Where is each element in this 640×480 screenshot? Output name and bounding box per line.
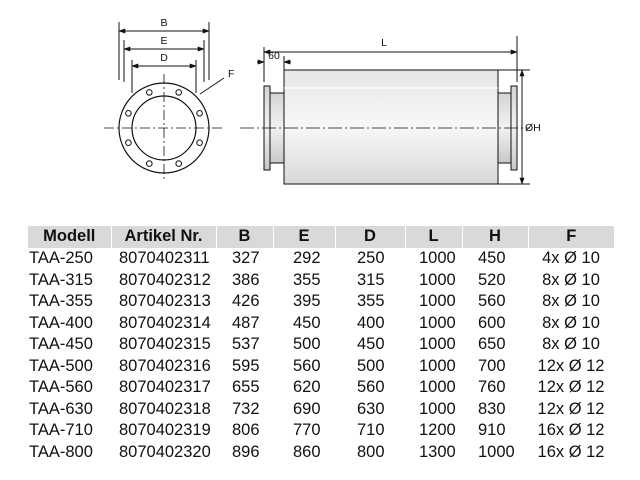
- cell-d: 710: [357, 421, 385, 439]
- cell-e: 500: [293, 335, 321, 353]
- bolt-hole-icon: [126, 140, 132, 146]
- table-row: [28, 334, 614, 356]
- cell-l: 1000: [419, 399, 456, 418]
- cell-modell: TAA-500: [29, 356, 93, 375]
- cell-h: 830: [478, 399, 506, 418]
- cell-modell: TAA-400: [29, 313, 93, 332]
- cell-b: 655: [232, 378, 260, 396]
- table-row: [28, 248, 614, 270]
- cell-l: 1000: [419, 292, 456, 310]
- header-e: E: [273, 226, 335, 248]
- label-flange-width: 60: [268, 50, 280, 62]
- cell-f: 8x Ø 10: [542, 292, 600, 310]
- cell-modell: TAA-560: [29, 378, 93, 396]
- cell-e: 395: [293, 292, 321, 310]
- cell-e: 355: [293, 270, 321, 289]
- header-h: H: [462, 226, 528, 248]
- cell-e: 560: [293, 356, 321, 375]
- cell-artikel-nr: 8070402314: [119, 313, 211, 332]
- table-row: [28, 399, 614, 421]
- cell-f: 8x Ø 10: [542, 313, 600, 332]
- header-modell: Modell: [28, 226, 111, 248]
- side-view: [240, 36, 541, 184]
- label-d: D: [160, 52, 168, 64]
- cell-h: 600: [478, 313, 506, 332]
- table-row: [28, 442, 614, 464]
- cell-l: 1300: [419, 442, 456, 461]
- silencer-body: [284, 70, 498, 184]
- cell-l: 1000: [419, 335, 456, 353]
- cell-d: 250: [357, 249, 385, 267]
- cell-l: 1200: [419, 421, 456, 439]
- table-row: [28, 313, 614, 335]
- label-b: B: [160, 17, 168, 29]
- cell-artikel-nr: 8070402311: [119, 249, 210, 267]
- header-f: F: [528, 226, 614, 248]
- cell-f: 16x Ø 12: [537, 442, 605, 461]
- spec-table: [28, 226, 614, 463]
- table-header-row: [28, 226, 614, 248]
- cell-l: 1000: [419, 249, 456, 267]
- cell-artikel-nr: 8070402320: [119, 442, 211, 461]
- cell-modell: TAA-800: [29, 442, 93, 461]
- cell-d: 560: [357, 378, 385, 396]
- cell-f: 16x Ø 12: [537, 421, 605, 439]
- header-artikel-nr: Artikel Nr.: [111, 226, 216, 248]
- label-e: E: [160, 35, 168, 47]
- table-row: [28, 377, 614, 399]
- bolt-hole-icon: [197, 111, 203, 117]
- cell-l: 1000: [419, 313, 456, 332]
- cell-e: 620: [293, 378, 321, 396]
- cell-b: 595: [232, 356, 260, 375]
- cell-e: 690: [293, 399, 321, 418]
- bolt-hole-icon: [126, 111, 132, 117]
- cell-l: 1000: [419, 270, 456, 289]
- cell-artikel-nr: 8070402315: [119, 335, 211, 353]
- cell-e: 292: [293, 249, 321, 267]
- cell-h: 520: [478, 270, 506, 289]
- cell-h: 910: [478, 421, 506, 439]
- cell-modell: TAA-250: [29, 249, 93, 267]
- cell-artikel-nr: 8070402319: [119, 421, 211, 439]
- cell-modell: TAA-450: [29, 335, 93, 353]
- cell-d: 315: [357, 270, 385, 289]
- cell-f: 8x Ø 10: [542, 270, 600, 289]
- bolt-hole-icon: [147, 90, 153, 96]
- bolt-hole-icon: [176, 90, 182, 96]
- table-row: [28, 291, 614, 313]
- cell-d: 450: [357, 335, 385, 353]
- cell-f: 8x Ø 10: [542, 335, 600, 353]
- cell-h: 650: [478, 335, 506, 353]
- cell-f: 4x Ø 10: [542, 249, 600, 267]
- bolt-hole-icon: [176, 161, 182, 167]
- cell-modell: TAA-315: [29, 270, 93, 289]
- cell-d: 800: [357, 442, 385, 461]
- cell-b: 537: [232, 335, 260, 353]
- cell-artikel-nr: 8070402313: [119, 292, 211, 310]
- cell-h: 1000: [478, 442, 515, 461]
- front-view: [104, 17, 234, 182]
- cell-b: 487: [232, 313, 260, 332]
- cell-artikel-nr: 8070402312: [119, 270, 211, 289]
- cell-d: 400: [357, 313, 385, 332]
- header-l: L: [405, 226, 462, 248]
- cell-modell: TAA-630: [29, 399, 93, 418]
- cell-b: 732: [232, 399, 260, 418]
- cell-f: 12x Ø 12: [537, 378, 605, 396]
- cell-b: 327: [232, 249, 260, 267]
- cell-l: 1000: [419, 356, 456, 375]
- cell-artikel-nr: 8070402318: [119, 399, 211, 418]
- technical-drawing: [0, 0, 640, 215]
- cell-h: 560: [478, 292, 506, 310]
- bolt-hole-icon: [147, 161, 153, 167]
- table-row: [28, 270, 614, 292]
- label-l: L: [381, 37, 387, 49]
- label-h: ØH: [525, 122, 541, 134]
- cell-e: 450: [293, 313, 321, 332]
- cell-b: 896: [232, 442, 260, 461]
- cell-d: 500: [357, 356, 385, 375]
- cell-modell: TAA-710: [29, 421, 93, 439]
- cell-d: 355: [357, 292, 385, 310]
- bolt-hole-icon: [197, 140, 203, 146]
- cell-b: 386: [232, 270, 260, 289]
- cell-h: 760: [478, 378, 506, 396]
- cell-f: 12x Ø 12: [537, 356, 605, 375]
- label-f: F: [228, 68, 235, 80]
- cell-l: 1000: [419, 378, 456, 396]
- cell-h: 450: [478, 249, 506, 267]
- cell-b: 426: [232, 292, 260, 310]
- table-row: [28, 356, 614, 378]
- header-d: D: [335, 226, 405, 248]
- cell-e: 770: [293, 421, 321, 439]
- cell-artikel-nr: 8070402317: [119, 378, 211, 396]
- cell-modell: TAA-355: [29, 292, 93, 310]
- header-b: B: [216, 226, 273, 248]
- cell-e: 860: [293, 442, 321, 461]
- cell-h: 700: [478, 356, 506, 375]
- table-row: [28, 420, 614, 442]
- cell-b: 806: [232, 421, 260, 439]
- cell-f: 12x Ø 12: [537, 399, 605, 418]
- cell-d: 630: [357, 399, 385, 418]
- cell-artikel-nr: 8070402316: [119, 356, 211, 375]
